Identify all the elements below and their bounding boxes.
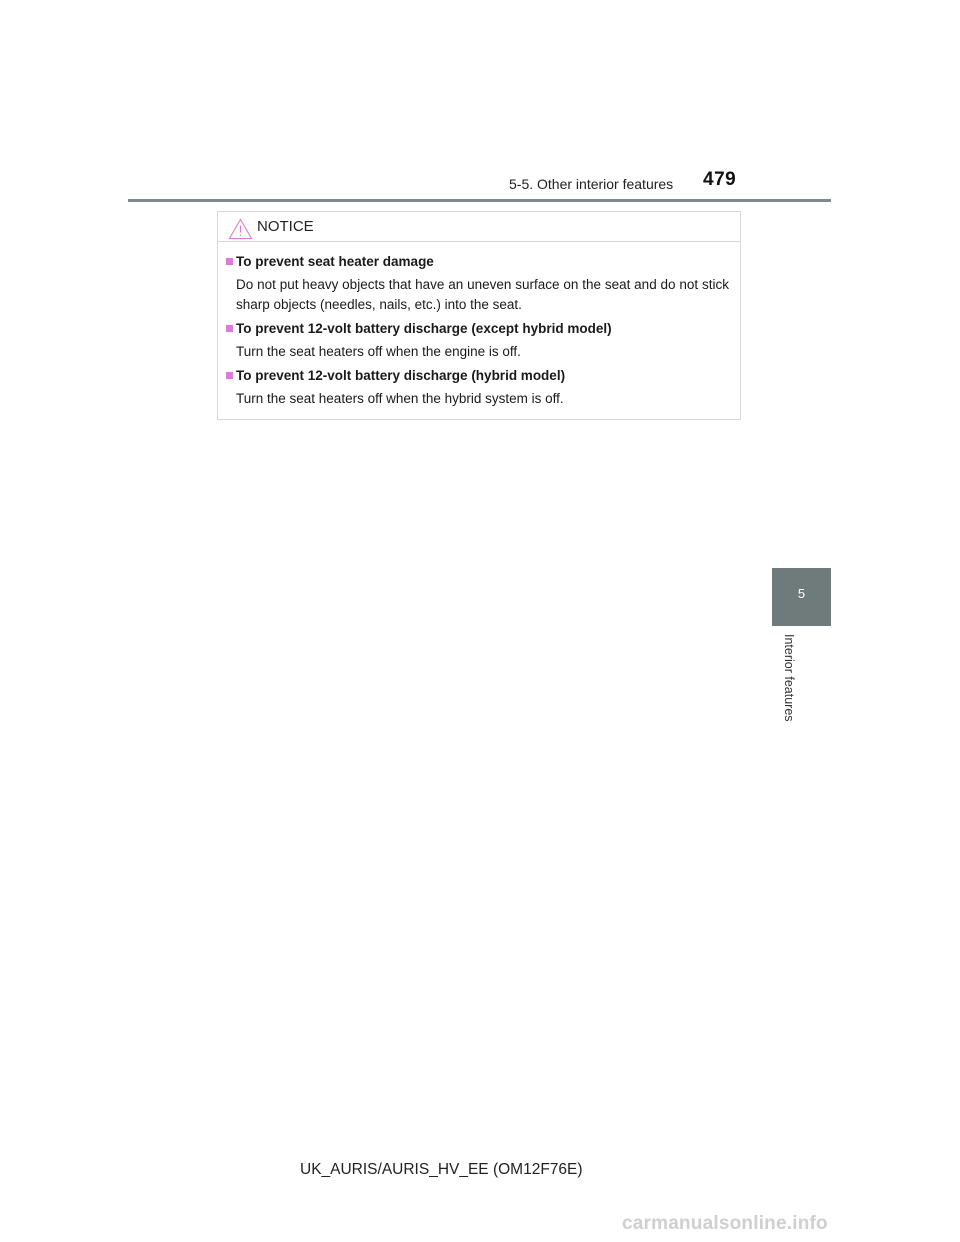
footer-manual-code: UK_AURIS/AURIS_HV_EE (OM12F76E): [300, 1161, 583, 1178]
notice-item-heading: [218, 252, 740, 272]
notice-item-body: Do not put heavy objects that have an uneven surface on the seat and do not stick sharp objects (needles, nails, etc.) into the seat.: [236, 277, 729, 312]
square-bullet-icon: [226, 258, 233, 265]
notice-item-heading: [218, 319, 740, 339]
square-bullet-icon: [226, 372, 233, 379]
watermark: carmanualsonline.info: [622, 1213, 828, 1234]
page-number: 479: [703, 169, 737, 190]
notice-items: [218, 252, 740, 413]
square-bullet-icon: [226, 325, 233, 332]
chapter-side-label: [780, 634, 800, 734]
notice-item-heading-text: To prevent 12-volt battery discharge (except hybrid model): [236, 321, 612, 336]
chapter-tab-number: 5: [797, 586, 806, 601]
chapter-tab: [772, 568, 831, 626]
notice-header: [218, 212, 740, 242]
notice-item-heading: [218, 366, 740, 386]
section-title: 5-5. Other interior features: [509, 176, 674, 192]
notice-title: NOTICE: [257, 218, 314, 235]
notice-box: [217, 211, 741, 420]
header-rule: [128, 199, 831, 202]
notice-item-heading-text: To prevent seat heater damage: [236, 254, 434, 269]
notice-item-body: Turn the seat heaters off when the engine is off.: [236, 344, 521, 359]
chapter-side-label-text: Interior features: [782, 634, 796, 722]
notice-item-heading-text: To prevent 12-volt battery discharge (hybrid model): [236, 368, 566, 383]
notice-item-body: Turn the seat heaters off when the hybrid system is off.: [236, 391, 564, 406]
warning-triangle-icon: [228, 218, 253, 240]
